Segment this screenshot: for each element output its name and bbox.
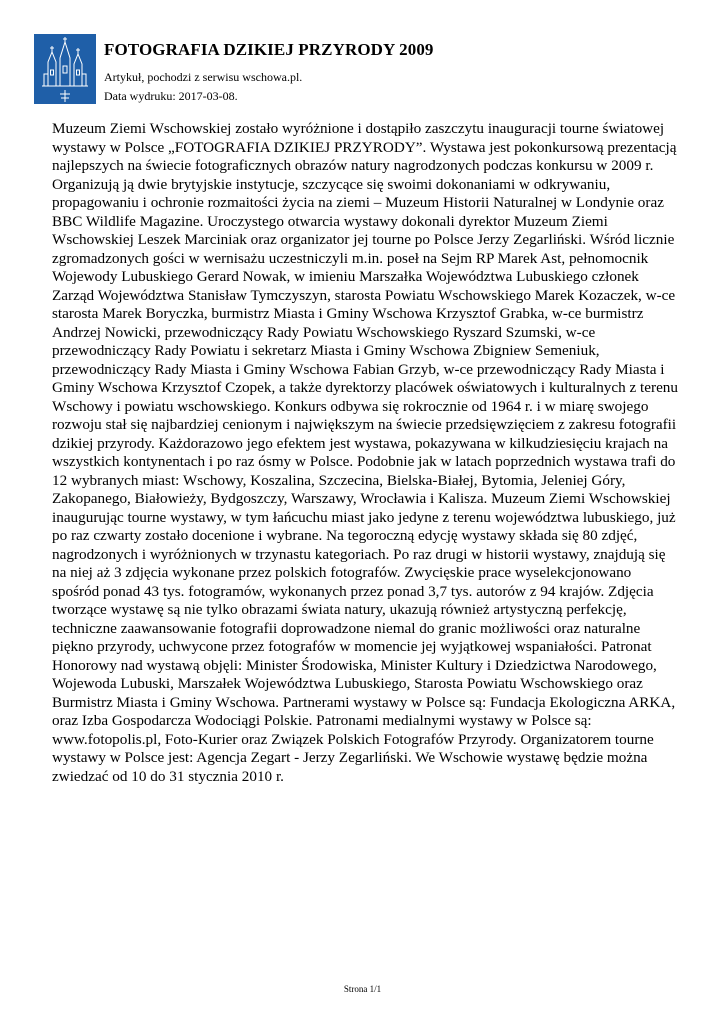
print-date: Data wydruku: 2017-03-08. xyxy=(104,89,238,103)
source-note: Artykuł, pochodzi z serwisu wschowa.pl. xyxy=(104,70,303,84)
site-logo xyxy=(34,34,96,104)
church-towers-icon xyxy=(34,34,96,104)
article-body: Muzeum Ziemi Wschowskiej zostało wyróżnione i dostąpiło zaszczytu inauguracji tourne światowej wystawy w Polsce „FOTOGRAFIA DZIKIEJ PRZYRODY”. Wystawa jest pokonkursową prezentacją najlepszych na świecie fotograficznych obrazów natury nagrodzonych podczas konkursu w 2009 r. Organizują ją dwie brytyjskie instytucje, szczycące się swoimi dokonaniami w odkrywaniu, propagowaniu i ochronie rozmaitości życia na ziemi – Muzeum Historii Naturalnej w Londynie oraz BBC Wildlife Magazine. Uroczystego otwarcia wystawy dokonali dyrektor Muzeum Ziemi Wschowskiej Leszek Marciniak oraz organizator jej tourne po Polsce Jerzy Zegarliński. Wśród licznie zgromadzonych gości w wernisażu uczestniczyli m.in. poseł na Sejm RP Marek Ast, pełnomocnik Wojewody Lubuskiego Gerard Nowak, w imieniu Marszałka Województwa Lubuskiego członek Zarząd Województwa Stanisław Tymczyszyn, starosta Powiatu Wschowskiego Marek Kozaczek, w-ce starosta Marek Boryczka, burmistrz Miasta i Gminy Wschowa Krzysztof Grabka, w-ce burmistrz Andrzej Nowicki, przewodniczący Rady Powiatu Wschowskiego Ryszard Szumski, w-ce przewodniczący Rady Powiatu i sekretarz Miasta i Gminy Wschowa Zbigniew Semeniuk, przewodniczący Rady Miasta i Gminy Wschowa Fabian Grzyb, w-ce przewodniczący Rady Miasta i Gminy Wschowa Krzysztof Czopek, a także dyrektorzy placówek oświatowych i kulturalnych z terenu Wschowy i powiatu wschowskiego. Konkurs odbywa się rokrocznie od 1964 r. i w miarę swojego rozwoju stał się najbardziej cenionym i największym na świecie przedsięwzięciem z zakresu fotografii dzikiej przyrody. Każdorazowo jego efektem jest wystawa, pokazywana w kilkudziesięciu krajach na wszystkich kontynentach i po raz ósmy w Polsce. Podobnie jak w latach poprzednich wystawa trafi do 12 wybranych miast: Wschowy, Koszalina, Szczecina, Bielska-Białej, Bytomia, Jeleniej Góry, Zakopanego, Białowieży, Bydgoszczy, Warszawy, Wrocławia i Kalisza. Muzeum Ziemi Wschowskiej inaugurując tourne wystawy, w tym łańcuchu miast jako jedyne z terenu województwa lubuskiego, już po raz czwarty zostało docenione i wybrane. Na tegoroczną edycję wystawy składa się 80 zdjęć, nagrodzonych i wyróżnionych w trzynastu kategoriach. Po raz drugi w historii wystawy, znajdują się na niej aż 3 zdjęcia wykonane przez polskich fotografów. Zwycięskie prace wyselekcjonowano spośród ponad 43 tys. fotogramów, wykonanych przez ponad 3,7 tys. autorów z 94 krajów. Zdjęcia tworzące wystawę są nie tylko obrazami świata natury, ukazują również artystyczną perfekcję, techniczne zaawansowanie fotografii doprowadzone niemal do granic możliwości oraz naturalne piękno przyrody, uchwycone przez fotografów w momencie jej wyjątkowej wspaniałości. Patronat Honorowy nad wystawą objęli: Minister Środowiska, Minister Kultury i Dziedzictwa Narodowego, Wojewoda Lubuski, Marszałek Województwa Lubuskiego, Starosta Powiatu Wschowskiego oraz Burmistrz Miasta i Gminy Wschowa. Partnerami wystawy w Polsce są: Fundacja Ekologiczna ARKA, oraz Izba Gospodarcza Wodociągi Polskie. Patronami medialnymi wystawy w Polsce są: www.fotopolis.pl, Foto-Kurier oraz Związek Polskich Fotografów Przyrody. Organizatorem tourne wystawy w Polsce jest: Agencja Zegart - Jerzy Zegarliński. We Wschowie wystawę będzie można zwiedzać od 10 do 31 stycznia 2010 r. xyxy=(52,120,678,785)
page-title: FOTOGRAFIA DZIKIEJ PRZYRODY 2009 xyxy=(104,40,434,59)
page-number: Strona 1/1 xyxy=(343,984,382,994)
